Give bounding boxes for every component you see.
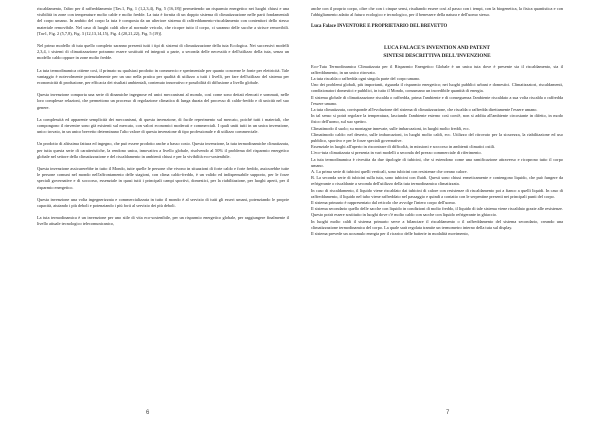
right-paragraph: La tuta riscalda o raffredda ogni singola parte del corpo umano.	[311, 76, 421, 81]
left-paragraph: Nel primo modello di tuta quello completo saranno presenti tutti i tipi di sistemi di climatizzazione della tuta Ecologica. Nei successivi modelli 2,3,4, i sistemi di climatizzazione potranno essere sostituiti ed integrati a parte, a seconda delle necessità e dell'utilizzo della tuta, senza un modello caldo oppure in zone molto fredde.	[37, 43, 289, 61]
page-number: 7	[446, 410, 450, 416]
right-paragraph: Climatimodo il suolo; su montagne innevate, sulle imbarcazioni, in luoghi molto freddi, ecc.	[311, 125, 470, 131]
right-paragraph: B. La seconda serie di tubicini sulla tuta, sono tubicini con fluidi. Questi sono chiusi ermeticamente e contengono liquido, che può fungere da refrigerante o riscaldante a seconda dell'utilizzo della tuta termodinamica climatizzata.	[311, 175, 563, 187]
left-paragraph: Questa invenzione comporta una serie di dinamiche ingegnose ed unici meccanismi al mondo, così come sono dettati elencati e sommati, nelle loro complesse relazioni, che permettono un processo di regolazione climatica di lunga durata del processo di caldo-freddo e di unicità nel suo genere.	[37, 92, 289, 110]
intro-paragraph: anche con il proprio corpo, oltre che con i cinque sensi, risultando essere così al passo con i tempi, con la biogenetica, la fisica quantistica e con l'abbigliamento adatto al futuro ecologico e tecnologico, per il benessere della natura e dell'uomo stesso.	[311, 6, 563, 18]
section-title: SINTESI DESCRITTIVA DELL'INVENZIONE	[383, 53, 491, 59]
right-paragraph: Il sistema globale di climatizzazione riscalda o raffredda, prima l'ambiente e di conseguenza l'ambiente riscaldato a sua volta riscalda o raffredda l'essere umano.	[311, 94, 563, 106]
right-paragraph: A. La prima serie di tubicini quelli verticali, sono tubicini con resistenze che creano calore.	[311, 169, 468, 175]
left-paragraph: La complessità ed apparente semplicità dei meccanismi, di questa invenzione, di facile reperimento sul mercato, poiché tutti i materiali, che compongono il rinvenire sono già esistenti sul mercato, con valori economici moderati e commerciali. I quali uniti tutti in un unica invenzione, unico trovato, in un unico brevetto determinano l'alto valore di questa invenzione di tipo professionale e di utilizzo commerciale.	[37, 116, 289, 135]
right-paragraph: Il sistema secondario quello delle sacche con liquido in condizioni di molto freddo, il liquido di tale sistema viene riscaldato grazie alle resistenze. Questo potrà essere sostituito in luoghi dove c'è molto caldo con sacche con liquido refrigerante in ghiaccio.	[311, 206, 563, 218]
right-paragraph: Il sistema primario è rappresentato dal reticolo che avvolge l'intero corpo dell'uomo.	[311, 200, 456, 206]
patent-title: LUCA FALACE'S INVENTION AND PATENT	[383, 45, 491, 52]
right-paragraph: La tuta climatizzata, corrisponde all'evoluzione del sistema di climatizzazione, che riscalda o raffredda direttamente l'essere umano.	[311, 107, 538, 113]
left-paragraph: Questa invenzione una volta ingegnerizzata e commercializzata in tutto il mondo è al servizio di tutti gli esseri umani, potenziando le proprie capacità, aiutando i più deboli e potenziando i più forti al servizio dei più deboli.	[37, 196, 289, 209]
right-paragraph: Uno dei problemi globali, più importanti, riguarda il risparmio energetico; nei luoghi pubblici urbani e domestici. Climatizzatori, riscaldamenti, condizionatori domestici e pubblici, in tutto il Mondo, consumano un incredibile quantità di energia.	[311, 82, 563, 94]
left-paragraph: La tuta termodinamica ottiene così, il primato su qualsiasi prodotto in commercio e sperimentale per quanto concerne le fonte per elettricità. Tale vantaggio è notevolmente potenzialmente per un uso nella pratica per qualità di utilizzo a tutti i livelli, per fare dell'utilizzo del sistema per economicità di produzione, per efficacia dei risultati ambientali, contenuto innovativo e possibilità di diffusione a livello globale.	[37, 67, 289, 86]
right-paragraph: La tuta termodinamica è rivestita da due tipologie di tubicini, che si estendono come una ramificazione attraverso e ricoprono tutto il corpo umano.	[311, 156, 563, 168]
inventor-signature-line: Luca Falace INVENTORE E PROPRIETARIO DEL BREVETTO	[311, 24, 448, 30]
right-paragraph: Climatimodo caldo: nel deserto, sulle imbarcazioni, in luoghi molto caldi, ecc. Utilizzo del ritrovato per la sicurezza, la riabilitazione ed uso pubblico, sportivo e per le forze speciali governative.	[311, 131, 563, 144]
right-paragraph: Il sistema prevede un accumulo energia per il ricarico delle batterie in modalità movimento,	[311, 231, 469, 237]
left-paragraph: riscaldamento, l'altro per il raffreddamento [Tav.1, Fig. 1 (1,2,3,4), Fig. 5 (16,18)] permettendo un risparmio energetico nei luoghi chiusi e una visibilità in zone con temperature molto calde e molto fredde. La tuta è fornita di un doppio sistema di climatizzazione nelle parti fondamentali del corpo umano. In ambito del corpo la tuta è composta da un ulteriore sistema di raffreddamento-riscaldamento con contenitori dello stesso materiale removibile. Nel caso di luoghi caldi oltre al normale veicolo, che ricopre tutto il corpo, ci saranno delle sacche a strisce removibili. [Tav1, Fig. 2 (5,7,8), Fig. 3 (12,13,14,15), Fig. 4 (20,21,22), Fig. 5 (19)].	[37, 6, 289, 36]
left-page-text-column	[37, 6, 289, 228]
right-paragraph: Essenziale in luoghi all'aperto in riscontrare di difficoltà, in missioni e soccorso in ambienti climatici ostili.	[311, 144, 496, 150]
right-paragraph: In caso di riscaldamento, il liquido viene riscaldato dai tubicini di calore con resistenze di riscaldamento poi a fianco a quelli liquidi. In caso di raffreddamento, il liquido nel tubo viene raffreddato nel passaggio e quindi a contatto con le serpentine presenti nei principali punti del corpo.	[311, 187, 563, 199]
right-paragraph: In tal senso si potrà regolare la temperatura, lasciando l'ambiente esterno così com'è, non si addita all'ambiente circostante in difetto, in modo fisico dell'uomo, sul suo spettro.	[311, 113, 563, 125]
right-page	[300, 0, 600, 424]
right-paragraph: In luoghi molto caldi il sistema primario serve a bilanciare il riscaldamento o il raffreddamento del sistema secondario, creando una climatizzazione termodinamica del corpo. La quale sarà regolata tramite un termometro interno della tuta sul display.	[311, 218, 563, 230]
right-paragraph: L'eco-tuta climatizzata si presenta in vari modelli a seconda del prezzo commerciale di riferimento.	[311, 150, 482, 156]
page-number: 6	[146, 410, 150, 416]
right-page-text-column	[311, 6, 563, 237]
left-paragraph: Questa invenzione assicurerebbe in tutto il Mondo, tutte quelle le persone che vivono in situazioni di forte caldo e forte freddo, assicurebbe tutte le persone comuni nel mondo nell'affrontamento delle stagioni, con clima caldo-freddo, è un valido ed indispensabile supporto, per le forze speciali governative e di soccorso, essenziale in quasi tutti i principali campi sportivi, domestici, per la riabilitazione, per luoghi aperti, per il risparmio energetico.	[37, 166, 289, 190]
left-paragraph: La tuta termodinamica è un invenzione per uno stile di vita eco-sostenibile, per un risparmio energetico globale, per raggiungere finalmente il livello attuale tecnologico telecomunicanico,	[37, 215, 289, 227]
left-paragraph: Un prodotto di altissima fattura ed ingegno, che può essere prodotto anche a basso costo. Questa invenzione, la tuta termodinamiche climatizzata, per tutta questa serie di caratteristiche, la rendono unica, innovativa a livello globale, risolvendo al 50% il problema del risparmio energetico globale nel settore della climatizzazione e del riscaldamento in ambienti chiusi e per la vivibilità eco-sostenibile.	[37, 141, 289, 159]
right-paragraph: Eco-Tuta Termodinamica Climatizzata per il Risparmio Energetico Globale è un unica tuta dove è presente sia il riscaldamento, sia il raffreddamento, in un unico ritrovato.	[311, 63, 563, 75]
